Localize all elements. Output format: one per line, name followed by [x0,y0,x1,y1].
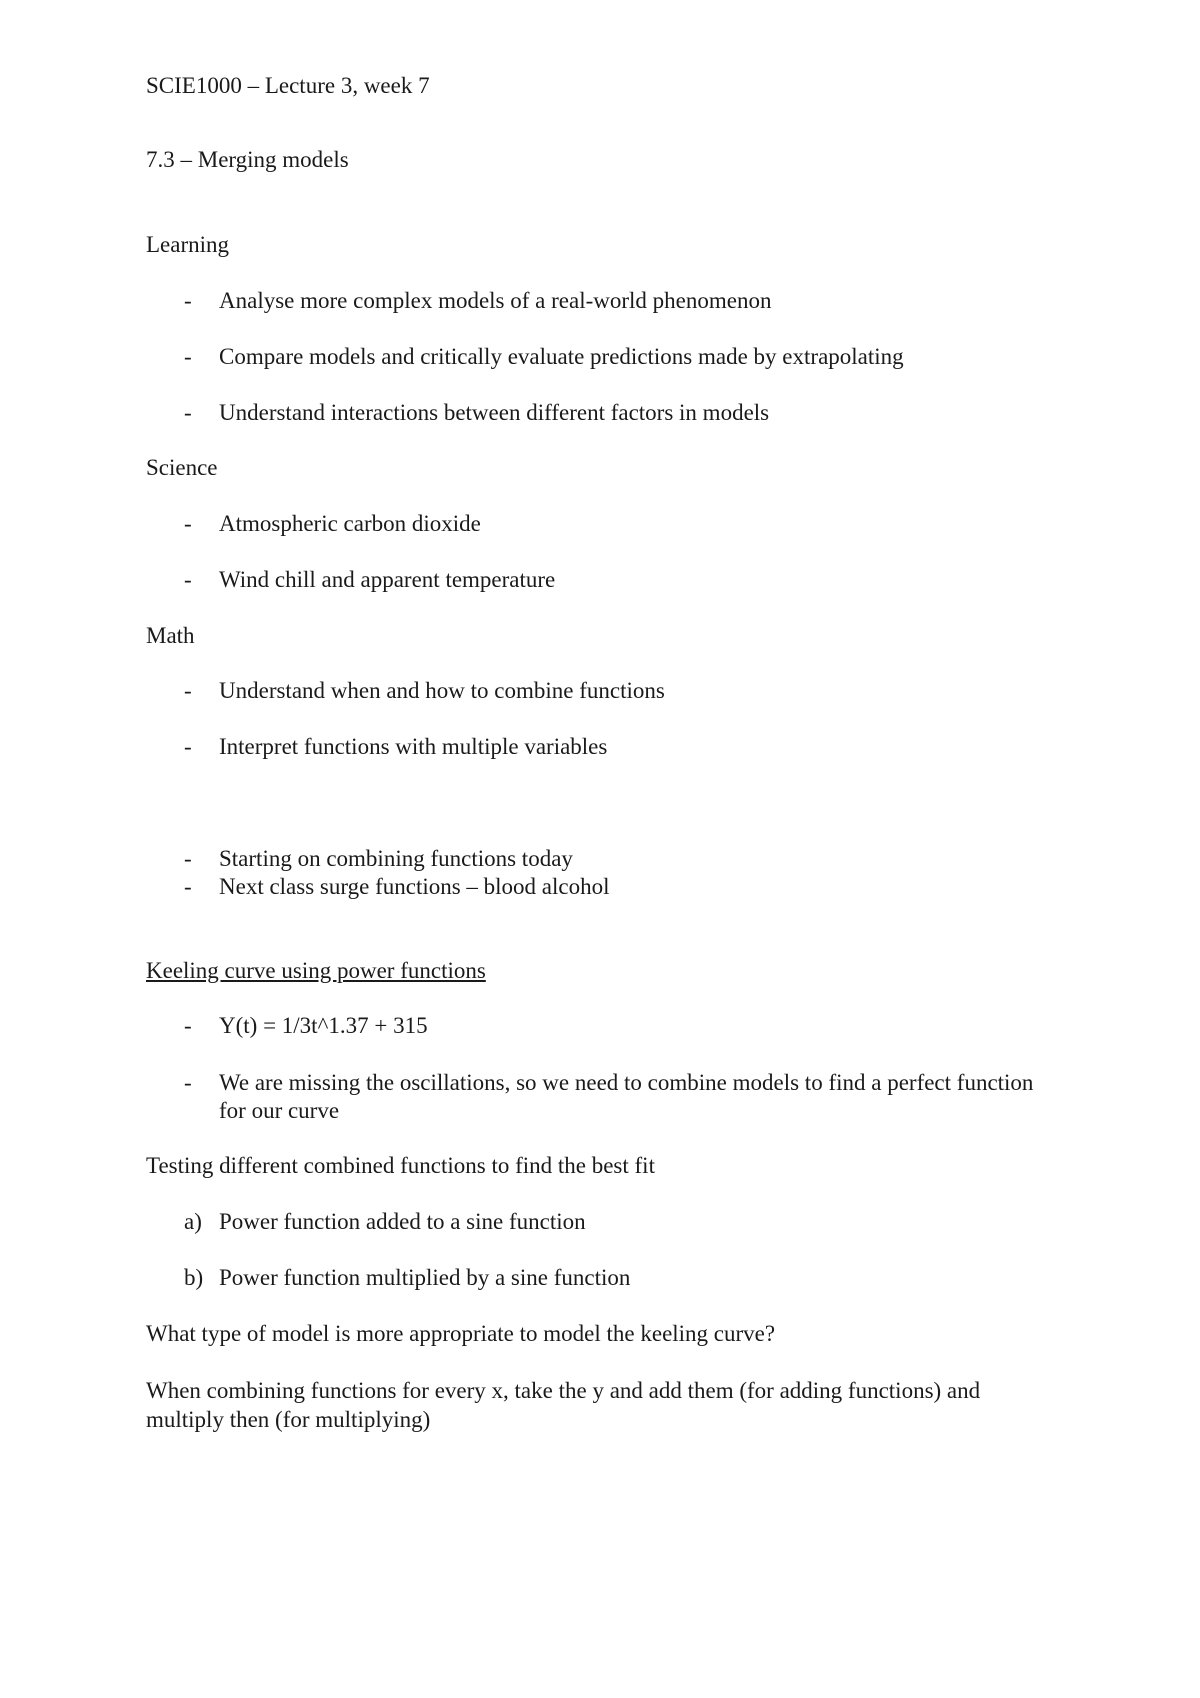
science-heading: Science [146,455,218,480]
list-item-text: Wind chill and apparent temperature [219,567,556,592]
list-item-text: Analyse more complex models of a real-world phenomenon [219,288,772,313]
list-item-text: Atmospheric carbon dioxide [219,511,481,536]
list-marker: a) [184,1209,202,1234]
bullet-marker: - [184,734,192,759]
bullet-marker: - [184,511,192,536]
explanation-paragraph: When combining functions for every x, take the y and add them (for adding functions) and multiply then (for multiplying) [146,1378,981,1432]
bullet-marker: - [184,678,192,703]
list-item-text: Compare models and critically evaluate predictions made by extrapolating [219,344,904,369]
list-item-text: Power function multiplied by a sine function [219,1265,631,1290]
list-item-text: Starting on combining functions today [219,846,573,871]
bullet-marker: - [184,874,192,899]
list-item-text: We are missing the oscillations, so we need to combine models to find a perfect function for our curve [219,1070,1034,1123]
bullet-marker: - [184,288,192,313]
list-item-text: Next class surge functions – blood alcohol [219,874,610,899]
math-heading: Math [146,623,195,648]
bullet-marker: - [184,1013,192,1038]
bullet-marker: - [184,400,192,425]
list-item-text: Power function added to a sine function [219,1209,586,1234]
section-title: 7.3 – Merging models [146,147,349,172]
question-text: What type of model is more appropriate to model the keeling curve? [146,1321,776,1346]
list-item-text: Interpret functions with multiple variables [219,734,608,759]
bullet-marker: - [184,344,192,369]
list-marker: b) [184,1265,204,1290]
list-item-text: Understand when and how to combine functions [219,678,665,703]
keeling-heading: Keeling curve using power functions [146,958,486,983]
bullet-marker: - [184,846,192,871]
learning-heading: Learning [146,232,230,257]
bullet-marker: - [184,567,192,592]
list-item-text: Understand interactions between different factors in models [219,400,770,425]
equation-text: Y(t) = 1/3t^1.37 + 315 [219,1013,428,1038]
testing-intro: Testing different combined functions to find the best fit [146,1153,655,1178]
bullet-marker: - [184,1070,192,1095]
course-header: SCIE1000 – Lecture 3, week 7 [146,73,430,98]
